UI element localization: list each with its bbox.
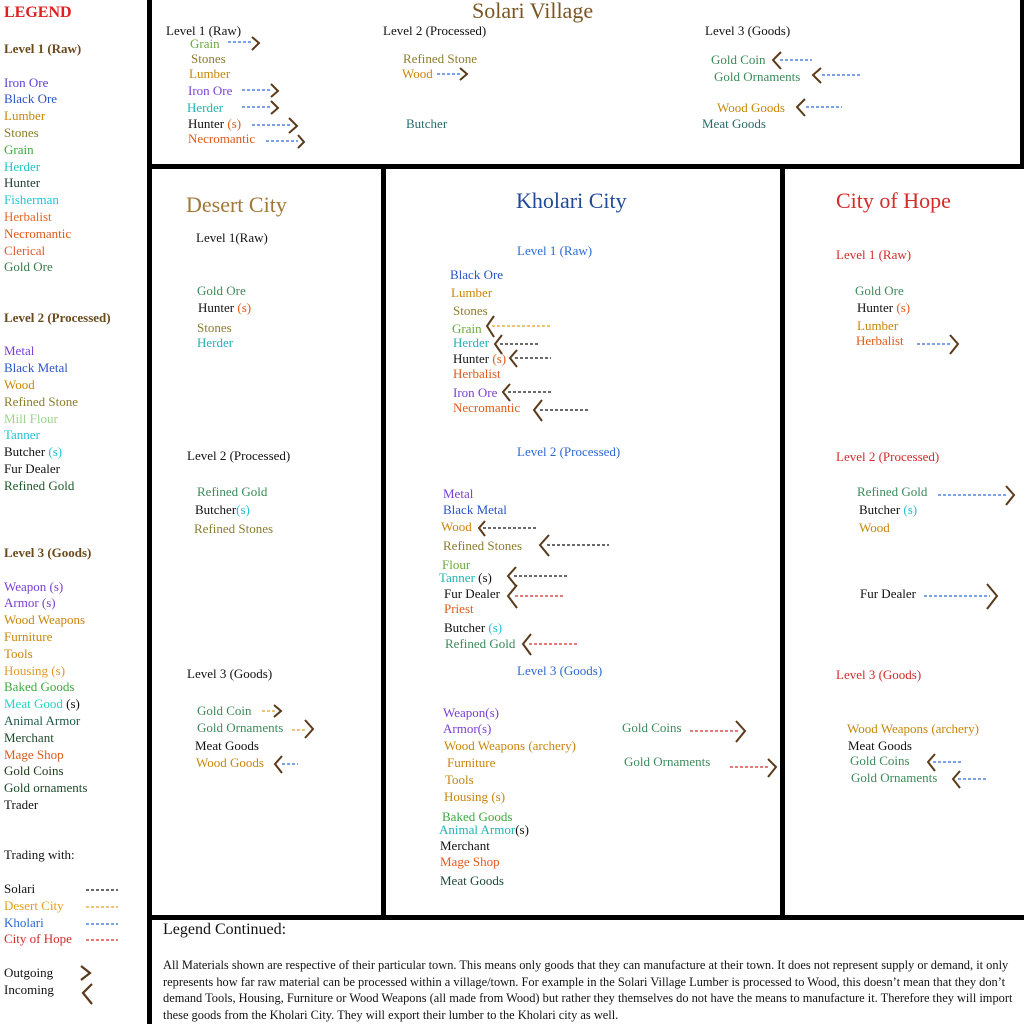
- solari-goods-item: Meat Goods: [702, 116, 766, 131]
- kholari-goods-item: Weapon(s): [443, 705, 499, 720]
- desert-raw-item: Stones: [197, 320, 232, 335]
- hope-title: City of Hope: [836, 188, 951, 213]
- desert-goods-item: Gold Coin: [197, 703, 252, 718]
- legend-item: Mage Shop: [4, 747, 64, 762]
- kholari-butcher-suffix: (s): [488, 620, 503, 635]
- incoming-arrow-icon: [810, 66, 862, 86]
- hope-raw-hunter: [857, 301, 910, 314]
- legend-title: LEGEND: [4, 4, 72, 21]
- desert-level1-heading: Level 1(Raw): [196, 230, 268, 245]
- divider-legend: [147, 0, 152, 1024]
- outgoing-arrow-icon: [292, 718, 318, 740]
- legend-item: Lumber: [4, 108, 46, 123]
- solari-processed-item: Butcher: [406, 116, 448, 131]
- desert-butcher-suffix: (s): [236, 502, 250, 517]
- kholari-processed-item: Refined Stones: [443, 538, 523, 553]
- kholari-raw-item: Herbalist: [453, 366, 501, 381]
- legend-item: Hunter: [4, 175, 41, 190]
- legend-item: Furniture: [4, 629, 53, 644]
- incoming-arrow-icon: [794, 97, 844, 119]
- solari-level1-heading: Level 1 (Raw): [166, 23, 242, 38]
- kholari-goods-item: Meat Goods: [440, 873, 504, 888]
- legend-item: Herbalist: [4, 209, 52, 224]
- solari-raw-item: Stones: [191, 51, 226, 66]
- trading-with-label: Trading with:: [4, 847, 75, 862]
- kholari-title: Kholari City: [516, 188, 627, 213]
- solari-goods-item: Gold Coin: [711, 52, 766, 67]
- solari-raw-item: Iron Ore: [188, 83, 233, 98]
- incoming-arrow-icon: [507, 348, 553, 370]
- outgoing-arrow-icon: [917, 333, 963, 357]
- hope-processed-item: Wood: [859, 520, 890, 535]
- outgoing-arrow-icon: [262, 703, 286, 719]
- legend-item: Gold Coins: [4, 763, 64, 778]
- kholari-hunter-label: Hunter: [453, 351, 490, 366]
- kholari-tanner-label: Tanner: [439, 570, 475, 585]
- legend-item: Tools: [4, 646, 33, 661]
- outgoing-arrow-icon: [78, 964, 94, 982]
- kholari-goods-item: Tools: [445, 772, 474, 787]
- outgoing-label: Outgoing: [4, 965, 54, 980]
- legend-item: Clerical: [4, 243, 46, 258]
- legend-item: Housing (s): [4, 663, 66, 678]
- legend-item: Grain: [4, 142, 34, 157]
- outgoing-arrow-icon: [252, 116, 302, 134]
- legend-item: Merchant: [4, 730, 54, 745]
- desert-goods-item: Gold Ornaments: [197, 720, 284, 735]
- desert-goods-item: Meat Goods: [195, 738, 259, 753]
- legend-meat-suffix: (s): [66, 696, 80, 711]
- legend-level2-heading: Level 2 (Processed): [4, 310, 111, 325]
- hope-raw-item: Lumber: [857, 318, 899, 333]
- desert-level3-heading: Level 3 (Goods): [187, 666, 273, 681]
- legend-item: Herder: [4, 159, 41, 174]
- hope-goods-item: Gold Ornaments: [851, 770, 938, 785]
- incoming-arrow-icon: [80, 982, 96, 1006]
- outgoing-arrow-icon: [938, 484, 1020, 508]
- solari-hunter-suffix: (s): [227, 116, 242, 131]
- legend-item: Refined Gold: [4, 478, 75, 493]
- legend-item: Animal Armor: [4, 713, 81, 728]
- legend-continued-text: All Materials shown are respective of their particular town. This means only goods that they can manufacture at their town. It does not represent supply or demand, it only represents how far raw material can be processed within a village/town. For example in the Solari Village Lumber is processed to Wood, this doesn’t mean that they don’t demand Tools, Housing, Furniture or Wood Weapons (all made from Wood) but rather they themselves do not have the means to manufacture it. Therefore they will import these goods from the Kholari City. They will export their lumber to the Kholari city as well.: [163, 958, 1013, 1022]
- legend-item: Weapon (s): [4, 579, 64, 594]
- incoming-arrow-icon: [476, 519, 538, 539]
- kholari-processed-item: Black Metal: [443, 502, 507, 517]
- kholari-goods-housing: [444, 790, 505, 803]
- desert-goods-item: Wood Goods: [196, 755, 264, 770]
- kholari-goods-item: Furniture: [447, 755, 496, 770]
- kholari-goods-item: Merchant: [440, 838, 490, 853]
- incoming-arrow-icon: [531, 398, 591, 424]
- kholari-processed-butcher: [444, 621, 502, 634]
- outgoing-arrow-icon: [266, 133, 308, 149]
- outgoing-arrow-icon: [690, 719, 752, 745]
- trade-city-kholari: Kholari: [4, 915, 44, 930]
- incoming-arrow-icon: [770, 50, 814, 72]
- divider-bottom: [147, 915, 1024, 920]
- kholari-raw-item: Stones: [453, 303, 488, 318]
- legend-level3-heading: Level 3 (Goods): [4, 545, 92, 560]
- legend-item: Refined Stone: [4, 394, 79, 409]
- solari-processed-item: Refined Stone: [403, 51, 478, 66]
- kholari-tanner-suffix: (s): [478, 570, 492, 585]
- hope-level2-heading: Level 2 (Processed): [836, 449, 940, 464]
- legend-item-meat: [4, 697, 80, 710]
- outgoing-arrow-icon: [228, 36, 262, 52]
- legend-item: Fisherman: [4, 192, 59, 207]
- legend-continued-heading: Legend Continued:: [163, 921, 287, 938]
- solari-goods-item: Wood Goods: [717, 100, 785, 115]
- kholari-processed-item: Metal: [443, 486, 474, 501]
- outgoing-arrow-icon: [242, 82, 282, 98]
- solari-hunter-label: Hunter: [188, 116, 225, 131]
- legend-item: Baked Goods: [4, 679, 75, 694]
- legend-item: Metal: [4, 343, 35, 358]
- kholari-goods-item: Baked Goods: [442, 809, 513, 824]
- kholari-hunter-suffix: (s): [492, 351, 507, 366]
- legend-meat-label: Meat Good: [4, 696, 63, 711]
- solari-raw-item: Lumber: [189, 66, 231, 81]
- desert-level2-heading: Level 2 (Processed): [187, 448, 291, 463]
- incoming-arrow-icon: [537, 533, 611, 559]
- incoming-label: Incoming: [4, 982, 54, 997]
- desert-hunter-suffix: (s): [237, 300, 252, 315]
- kholari-animal-label: Animal Armor: [439, 822, 516, 837]
- trade-line-hope: [86, 938, 120, 942]
- kholari-processed-item: Flour: [442, 557, 471, 572]
- kholari-raw-item: Black Ore: [450, 267, 504, 282]
- kholari-goods-animal: [439, 823, 529, 836]
- legend-butcher-suffix: (s): [48, 444, 63, 459]
- hope-goods-item: Gold Coins: [850, 753, 910, 768]
- kholari-processed-item: Wood: [441, 519, 472, 534]
- desert-raw-hunter: [198, 301, 251, 314]
- solari-raw-item: Herder: [187, 100, 224, 115]
- solari-level3-heading: Level 3 (Goods): [705, 23, 791, 38]
- solari-raw-item: Necromantic: [188, 131, 256, 146]
- kholari-processed-item: Refined Gold: [445, 636, 516, 651]
- hope-goods-item: Meat Goods: [848, 738, 912, 753]
- kholari-level2-heading: Level 2 (Processed): [517, 444, 621, 459]
- kholari-animal-suffix: (s): [515, 822, 529, 837]
- trade-city-hope: City of Hope: [4, 931, 72, 946]
- incoming-arrow-icon: [505, 583, 567, 611]
- desert-hunter-label: Hunter: [198, 300, 235, 315]
- legend-item: Armor (s): [4, 595, 56, 610]
- trade-line-desert: [86, 905, 120, 909]
- kholari-housing-suffix: (s): [491, 789, 506, 804]
- kholari-raw-item: Herder: [453, 335, 490, 350]
- legend-item: Trader: [4, 797, 39, 812]
- legend-item: Mill Flour: [4, 411, 58, 426]
- hope-hunter-suffix: (s): [896, 300, 911, 315]
- hope-hunter-label: Hunter: [857, 300, 894, 315]
- trade-city-desert: Desert City: [4, 898, 64, 913]
- desert-processed-item: Refined Gold: [197, 484, 268, 499]
- legend-item: Wood: [4, 377, 35, 392]
- outgoing-arrow-icon: [730, 757, 782, 781]
- divider-top-right: [1020, 0, 1024, 168]
- legend-level1-heading: Level 1 (Raw): [4, 41, 82, 56]
- solari-raw-hunter: [188, 117, 241, 130]
- solari-raw-item: Grain: [190, 36, 220, 51]
- hope-level1-heading: Level 1 (Raw): [836, 247, 912, 262]
- incoming-arrow-icon: [272, 754, 300, 776]
- desert-raw-item: Herder: [197, 335, 234, 350]
- kholari-raw-item: Grain: [452, 321, 482, 336]
- kholari-level1-heading: Level 1 (Raw): [517, 243, 593, 258]
- outgoing-arrow-icon: [242, 100, 282, 116]
- hope-raw-item: Gold Ore: [855, 283, 904, 298]
- legend-butcher-label: Butcher: [4, 444, 46, 459]
- kholari-butcher-label: Butcher: [444, 620, 486, 635]
- kholari-level3-heading: Level 3 (Goods): [517, 663, 603, 678]
- trade-line-kholari: [86, 922, 120, 926]
- trade-line-solari: [86, 888, 120, 892]
- hope-processed-item: Refined Gold: [857, 484, 928, 499]
- solari-processed-item: Wood: [402, 66, 433, 81]
- kholari-raw-item: Lumber: [451, 285, 493, 300]
- trade-city-solari: Solari: [4, 881, 36, 896]
- kholari-raw-item: Necromantic: [453, 400, 521, 415]
- legend-item: Black Metal: [4, 360, 68, 375]
- legend-item: Black Ore: [4, 91, 58, 106]
- legend-item: Iron Ore: [4, 75, 49, 90]
- hope-goods-item: Wood Weapons (archery): [847, 721, 979, 736]
- kholari-goods-right-item: Gold Coins: [622, 720, 682, 735]
- kholari-goods-item: Mage Shop: [440, 854, 500, 869]
- legend-item: Tanner: [4, 427, 40, 442]
- legend-item: Fur Dealer: [4, 461, 60, 476]
- kholari-goods-right-item: Gold Ornaments: [624, 754, 711, 769]
- desert-butcher-label: Butcher: [195, 502, 237, 517]
- hope-processed-butcher: [859, 503, 917, 516]
- legend-item-butcher: [4, 445, 62, 458]
- hope-level3-heading: Level 3 (Goods): [836, 667, 922, 682]
- incoming-arrow-icon: [520, 632, 580, 658]
- kholari-goods-item: Armor(s): [443, 721, 492, 736]
- kholari-raw-item: Iron Ore: [453, 385, 498, 400]
- kholari-processed-item: Fur Dealer: [444, 586, 500, 601]
- legend-item: Gold ornaments: [4, 780, 88, 795]
- outgoing-arrow-icon: [924, 582, 1006, 612]
- hope-processed-item: Fur Dealer: [860, 586, 916, 601]
- outgoing-arrow-icon: [437, 67, 471, 81]
- solari-title: Solari Village: [472, 0, 594, 23]
- hope-raw-item: Herbalist: [856, 333, 904, 348]
- kholari-housing-label: Housing: [444, 789, 489, 804]
- divider-solari-bottom: [147, 164, 1024, 169]
- legend-item: Stones: [4, 125, 39, 140]
- kholari-goods-item: Wood Weapons (archery): [444, 738, 576, 753]
- desert-title: Desert City: [186, 192, 287, 217]
- kholari-processed-item: Priest: [444, 601, 474, 616]
- desert-processed-butcher: [195, 503, 250, 516]
- legend-item: Gold Ore: [4, 259, 53, 274]
- legend-item: Wood Weapons: [4, 612, 86, 627]
- legend-item: Necromantic: [4, 226, 72, 241]
- kholari-processed-tanner: [439, 571, 492, 584]
- solari-goods-item: Gold Ornaments: [714, 69, 801, 84]
- desert-processed-item: Refined Stones: [194, 521, 274, 536]
- solari-level2-heading: Level 2 (Processed): [383, 23, 487, 38]
- incoming-arrow-icon: [950, 769, 990, 791]
- divider-kholari-hope: [780, 169, 785, 917]
- hope-butcher-suffix: (s): [903, 502, 918, 517]
- divider-desert-kholari: [381, 169, 386, 917]
- desert-raw-item: Gold Ore: [197, 283, 246, 298]
- hope-butcher-label: Butcher: [859, 502, 901, 517]
